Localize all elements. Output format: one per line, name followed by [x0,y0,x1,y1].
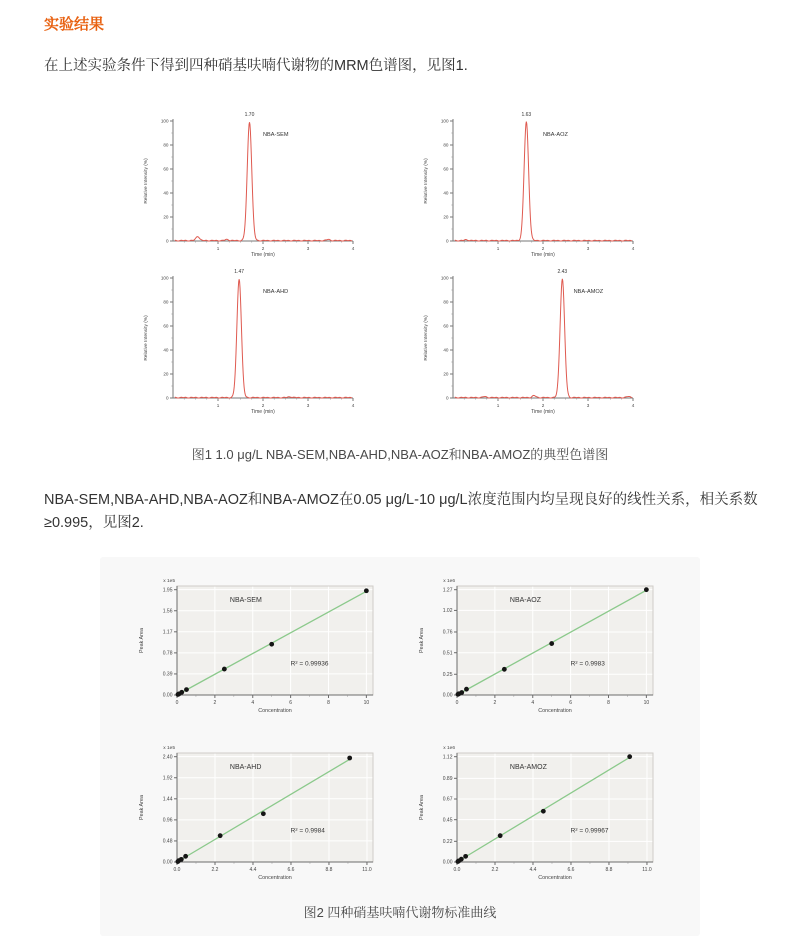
svg-text:NBA-SEM: NBA-SEM [263,132,289,138]
svg-text:0.67: 0.67 [442,796,453,803]
svg-text:4: 4 [631,403,635,408]
figure1-caption: 图1 1.0 μg/L NBA-SEM,NBA-AHD,NBA-AOZ和NBA-AMOZ的典型色谱图 [191,447,609,462]
svg-text:2: 2 [493,700,497,706]
svg-text:40: 40 [443,347,449,353]
svg-text:1.56: 1.56 [162,608,173,615]
svg-text:1: 1 [496,403,500,408]
svg-text:3: 3 [586,403,590,408]
svg-text:11.0: 11.0 [362,867,372,873]
svg-text:100: 100 [160,275,169,281]
svg-text:1.12: 1.12 [442,754,453,761]
chromatogram-nba-ahd [140,263,372,415]
svg-text:NBA-SEM: NBA-SEM [229,597,262,604]
svg-text:1: 1 [496,246,500,251]
svg-text:2: 2 [261,246,265,251]
svg-text:Concentration: Concentration [538,875,572,881]
svg-text:4: 4 [351,246,355,251]
figure1-chromatograms [140,106,652,415]
svg-text:Time (min): Time (min) [531,252,555,258]
svg-text:4: 4 [531,700,535,706]
svg-text:Peak Area: Peak Area [139,795,145,820]
svg-text:2: 2 [213,700,217,706]
svg-text:8: 8 [607,700,610,706]
svg-text:Relative Intensity (%): Relative Intensity (%) [424,315,429,361]
svg-text:60: 60 [443,166,449,172]
svg-text:60: 60 [163,323,169,329]
svg-text:4: 4 [631,246,635,251]
svg-text:2: 2 [541,246,545,251]
svg-text:R² = 0.99967: R² = 0.99967 [570,827,609,835]
section-heading: 实验结果 [44,16,105,33]
svg-text:0.00: 0.00 [442,692,453,699]
svg-text:10: 10 [643,700,650,706]
svg-text:R² = 0.9984: R² = 0.9984 [290,827,325,835]
svg-text:2.40: 2.40 [162,754,173,761]
svg-text:Relative Intensity (%): Relative Intensity (%) [144,158,149,204]
figure2-caption: 图2 四种硝基呋喃代谢物标准曲线 [303,905,497,920]
svg-text:0.45: 0.45 [442,817,453,824]
svg-text:0.0: 0.0 [453,867,461,873]
svg-text:80: 80 [163,299,169,305]
figure2-calibration-curves [100,557,700,893]
svg-text:60: 60 [443,323,449,329]
svg-text:1.27: 1.27 [442,587,453,594]
svg-text:8.8: 8.8 [325,867,333,873]
svg-text:Relative Intensity (%): Relative Intensity (%) [424,158,429,204]
svg-text:80: 80 [443,299,449,305]
svg-text:1.02: 1.02 [442,608,453,615]
calibration-nba-amoz [415,731,665,893]
svg-text:3: 3 [586,246,590,251]
calibration-nba-sem [135,564,385,726]
svg-text:R² = 0.9983: R² = 0.9983 [570,660,605,668]
svg-text:x 1e5: x 1e5 [163,746,175,751]
calibration-nba-ahd [135,731,385,893]
svg-text:0: 0 [455,700,459,706]
svg-text:0.00: 0.00 [442,859,453,866]
svg-text:0.89: 0.89 [442,776,453,783]
svg-text:80: 80 [163,142,169,148]
svg-text:2: 2 [541,403,545,408]
svg-text:2.2: 2.2 [211,867,219,873]
svg-text:100: 100 [440,118,449,124]
svg-text:100: 100 [440,275,449,281]
svg-text:Peak Area: Peak Area [419,628,425,653]
svg-text:2.2: 2.2 [491,867,499,873]
svg-text:3: 3 [306,246,310,251]
svg-text:Peak Area: Peak Area [419,795,425,820]
svg-text:0: 0 [445,395,449,401]
svg-text:1.92: 1.92 [162,775,173,782]
svg-text:0: 0 [165,395,169,401]
svg-text:1.17: 1.17 [162,629,173,636]
svg-text:1.70: 1.70 [244,112,255,118]
svg-text:x 1e6: x 1e6 [443,746,455,751]
svg-text:2.43: 2.43 [557,269,568,275]
svg-text:Concentration: Concentration [538,708,572,714]
svg-text:0.00: 0.00 [162,692,173,699]
svg-text:x 1e6: x 1e6 [443,579,455,584]
svg-text:80: 80 [443,142,449,148]
figure2-panel [100,557,700,936]
svg-text:4: 4 [351,403,355,408]
svg-text:0.39: 0.39 [162,671,173,678]
svg-text:6: 6 [569,700,573,706]
svg-text:20: 20 [443,214,449,220]
svg-text:4: 4 [251,700,255,706]
svg-text:Time (min): Time (min) [251,409,275,415]
svg-text:NBA-AHD: NBA-AHD [263,289,289,295]
svg-text:40: 40 [163,347,169,353]
svg-text:40: 40 [163,190,169,196]
svg-text:2: 2 [261,403,265,408]
svg-text:1: 1 [216,246,220,251]
svg-text:Concentration: Concentration [258,708,292,714]
svg-text:40: 40 [443,190,449,196]
chromatogram-nba-sem [140,106,372,258]
svg-text:6.6: 6.6 [287,867,295,873]
svg-text:0.22: 0.22 [442,839,453,846]
svg-text:R² = 0.99936: R² = 0.99936 [290,660,329,668]
svg-text:0.76: 0.76 [442,629,453,636]
svg-text:1.95: 1.95 [162,587,173,594]
svg-text:0.51: 0.51 [442,650,453,657]
svg-text:NBA-AHD: NBA-AHD [229,764,262,771]
svg-text:10: 10 [363,700,370,706]
svg-text:6.6: 6.6 [567,867,575,873]
svg-text:NBA-AMOZ: NBA-AMOZ [509,764,547,771]
svg-text:8.8: 8.8 [605,867,613,873]
svg-text:11.0: 11.0 [642,867,652,873]
svg-text:x 1e5: x 1e5 [163,579,175,584]
svg-text:1.63: 1.63 [521,112,532,118]
chromatogram-nba-aoz [420,106,652,258]
svg-text:0.48: 0.48 [162,838,173,845]
chromatogram-nba-amoz [420,263,652,415]
svg-text:0: 0 [445,238,449,244]
svg-text:Relative Intensity (%): Relative Intensity (%) [144,315,149,361]
svg-text:NBA-AOZ: NBA-AOZ [509,597,542,604]
svg-text:4.4: 4.4 [529,867,537,873]
svg-text:Time (min): Time (min) [251,252,275,258]
svg-text:0: 0 [175,700,179,706]
svg-text:20: 20 [163,214,169,220]
svg-text:0.0: 0.0 [173,867,181,873]
svg-text:8: 8 [327,700,330,706]
svg-text:1: 1 [216,403,220,408]
svg-text:NBA-AMOZ: NBA-AMOZ [573,289,604,295]
svg-text:20: 20 [443,371,449,377]
linearity-paragraph: NBA-SEM,NBA-AHD,NBA-AOZ和NBA-AMOZ在0.05 μg/L-10 μg/L浓度范围内均呈现良好的线性关系，相关系数≥0.995，见图2. [44,492,758,531]
svg-text:Concentration: Concentration [258,875,292,881]
svg-text:60: 60 [163,166,169,172]
svg-text:0.96: 0.96 [162,817,173,824]
svg-text:Peak Area: Peak Area [139,628,145,653]
svg-text:1.47: 1.47 [234,269,245,275]
svg-text:100: 100 [160,118,169,124]
svg-text:NBA-AOZ: NBA-AOZ [543,132,568,138]
svg-text:0.78: 0.78 [162,650,173,657]
svg-text:0.25: 0.25 [442,671,453,678]
svg-text:4.4: 4.4 [249,867,257,873]
svg-text:20: 20 [163,371,169,377]
svg-text:Time (min): Time (min) [531,409,555,415]
intro-paragraph: 在上述实验条件下得到四种硝基呋喃代谢物的MRM色谱图，见图1. [44,58,468,74]
svg-text:0.00: 0.00 [162,859,173,866]
svg-text:0: 0 [165,238,169,244]
calibration-nba-aoz [415,564,665,726]
svg-text:6: 6 [289,700,293,706]
svg-text:3: 3 [306,403,310,408]
svg-text:1.44: 1.44 [162,796,173,803]
